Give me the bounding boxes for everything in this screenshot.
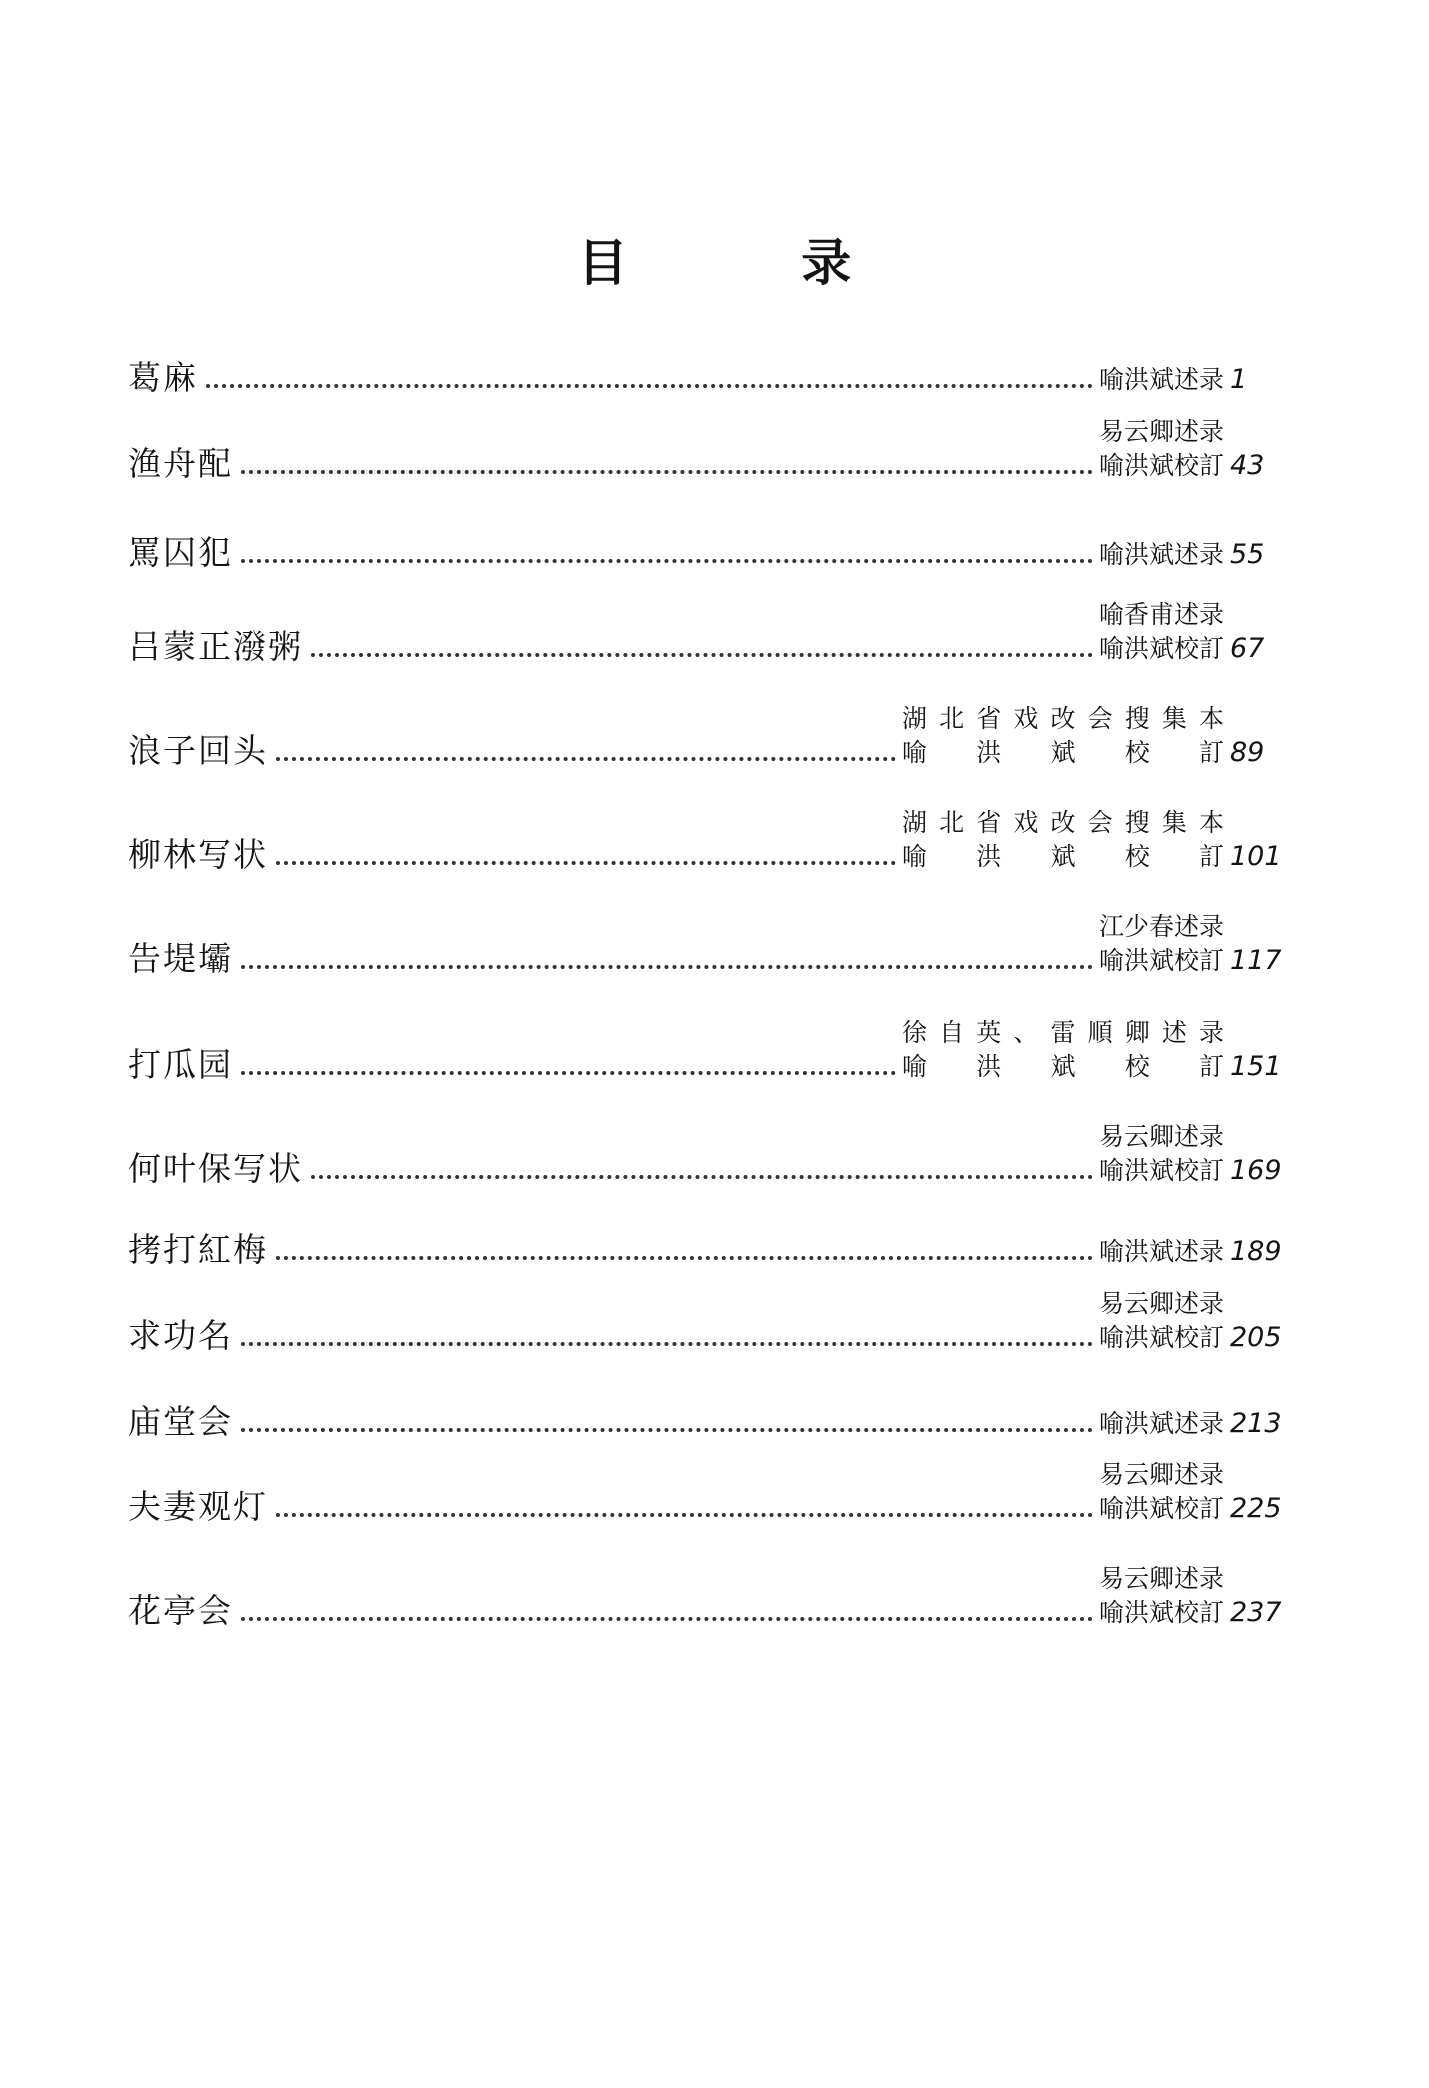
credit-line: 易云卿述录 — [1098, 1564, 1224, 1593]
toc-entry[interactable] — [128, 1189, 1298, 1269]
toc-entry-title: 告堤壩 — [128, 939, 233, 978]
toc-entry[interactable] — [128, 1275, 1298, 1355]
toc-entry[interactable] — [128, 1108, 1298, 1188]
toc-page-number: 237 — [1230, 1597, 1282, 1628]
toc-entry[interactable] — [128, 1446, 1298, 1526]
dot-leader — [241, 559, 1093, 563]
credit-line: 喻洪斌校訂 — [1098, 1598, 1224, 1627]
toc-entry-credits — [1099, 1120, 1224, 1188]
credit-line: 湖北省戏改会搜集本 — [902, 808, 1224, 837]
dot-leader — [311, 653, 1093, 657]
toc-entry-credits — [902, 806, 1224, 874]
toc-page-number: 1 — [1230, 364, 1248, 395]
toc-entry[interactable] — [128, 1004, 1298, 1084]
dot-leader — [276, 1513, 1093, 1517]
toc-entry[interactable] — [128, 898, 1298, 978]
toc-entry[interactable] — [128, 492, 1298, 572]
toc-page-number: 205 — [1230, 1322, 1282, 1353]
toc-page-number: 101 — [1230, 841, 1282, 872]
credit-line: 喻洪斌述录 — [1098, 1409, 1224, 1438]
toc-entry-title: 庙堂会 — [128, 1402, 233, 1441]
credit-line: 喻洪斌校訂 — [1098, 1494, 1224, 1523]
toc-entry-credits — [1099, 363, 1224, 397]
credit-line: 喻洪斌校訂 — [1098, 1156, 1224, 1185]
dot-leader — [241, 965, 1093, 969]
toc-entry-credits — [1099, 1287, 1224, 1355]
toc-entry-credits — [1099, 598, 1224, 666]
credit-line: 湖北省戏改会搜集本 — [902, 704, 1224, 733]
toc-entry-credits — [902, 1016, 1224, 1084]
credit-line: 徐自英、雷順卿述录 — [902, 1018, 1224, 1047]
credit-line: 喻洪斌校訂 — [1098, 634, 1224, 663]
toc-entry-credits — [1099, 538, 1224, 572]
credit-line: 易云卿述录 — [1098, 1122, 1224, 1151]
toc-page-number: 213 — [1230, 1408, 1282, 1439]
credit-line: 喻洪斌述录 — [1098, 540, 1224, 569]
toc-entry-credits — [1099, 415, 1224, 483]
dot-leader — [276, 861, 896, 865]
credit-line: 江少春述录 — [1098, 912, 1224, 941]
dot-leader — [241, 1071, 896, 1075]
toc-page-number: 67 — [1230, 633, 1265, 664]
toc-entry[interactable] — [128, 1361, 1298, 1441]
toc-entry[interactable] — [128, 317, 1298, 397]
toc-entry-title: 花亭会 — [128, 1591, 233, 1630]
page-title: 目 录 — [577, 234, 930, 292]
toc-entry-title: 吕蒙正潑粥 — [128, 627, 303, 666]
toc-entry-credits — [1099, 1562, 1224, 1630]
toc-entry-credits — [1099, 1235, 1224, 1269]
toc-page-number: 43 — [1230, 450, 1265, 481]
dot-leader — [241, 1342, 1093, 1346]
toc-entry-credits — [1099, 910, 1224, 978]
toc-entry-title: 拷打紅梅 — [128, 1230, 268, 1269]
credit-line: 喻 洪 斌 校 訂 — [902, 1052, 1224, 1081]
credit-line: 易云卿述录 — [1098, 1460, 1224, 1489]
dot-leader — [276, 1256, 1093, 1260]
credit-line: 喻香甫述录 — [1098, 600, 1224, 629]
dot-leader — [206, 384, 1093, 388]
toc-page-number: 151 — [1230, 1051, 1282, 1082]
credit-line: 喻洪斌校訂 — [1098, 946, 1224, 975]
toc-entry-credits — [1099, 1407, 1224, 1441]
toc-entry-credits — [902, 702, 1224, 770]
dot-leader — [241, 1428, 1093, 1432]
credit-line: 喻洪斌校訂 — [1098, 1323, 1224, 1352]
dot-leader — [311, 1175, 1093, 1179]
toc-page-number: 117 — [1230, 945, 1282, 976]
toc-entry-title: 求功名 — [128, 1316, 233, 1355]
credit-line: 易云卿述录 — [1098, 1289, 1224, 1318]
dot-leader — [276, 757, 896, 761]
toc-page-number: 189 — [1230, 1236, 1282, 1267]
toc-page-number: 55 — [1230, 539, 1265, 570]
toc-page-number: 89 — [1230, 737, 1265, 768]
toc-entry-title: 夫妻观灯 — [128, 1487, 268, 1526]
credit-line: 喻洪斌述录 — [1098, 365, 1224, 394]
toc-page-number: 169 — [1230, 1155, 1282, 1186]
dot-leader — [241, 1617, 1093, 1621]
toc-entry-title: 罵囚犯 — [128, 533, 233, 572]
credit-line: 喻 洪 斌 校 訂 — [902, 842, 1224, 871]
dot-leader — [241, 470, 1093, 474]
toc-entry[interactable] — [128, 1550, 1298, 1630]
toc-entry-title: 渔舟配 — [128, 444, 233, 483]
credit-line: 喻洪斌校訂 — [1098, 451, 1224, 480]
toc-entry-title: 葛麻 — [128, 358, 198, 397]
toc-entry-title: 打瓜园 — [128, 1045, 233, 1084]
toc-entry[interactable] — [128, 403, 1298, 483]
toc-entry-credits — [1099, 1458, 1224, 1526]
toc-entry[interactable] — [128, 690, 1298, 770]
toc-entry[interactable] — [128, 794, 1298, 874]
toc-page-number: 225 — [1230, 1493, 1282, 1524]
credit-line: 易云卿述录 — [1098, 417, 1224, 446]
toc-entry-title: 柳林写状 — [128, 835, 268, 874]
toc-entry-title: 何叶保写状 — [128, 1149, 303, 1188]
credit-line: 喻洪斌述录 — [1098, 1237, 1224, 1266]
toc-entry[interactable] — [128, 586, 1298, 666]
toc-entry-title: 浪子回头 — [128, 731, 268, 770]
credit-line: 喻 洪 斌 校 訂 — [902, 738, 1224, 767]
